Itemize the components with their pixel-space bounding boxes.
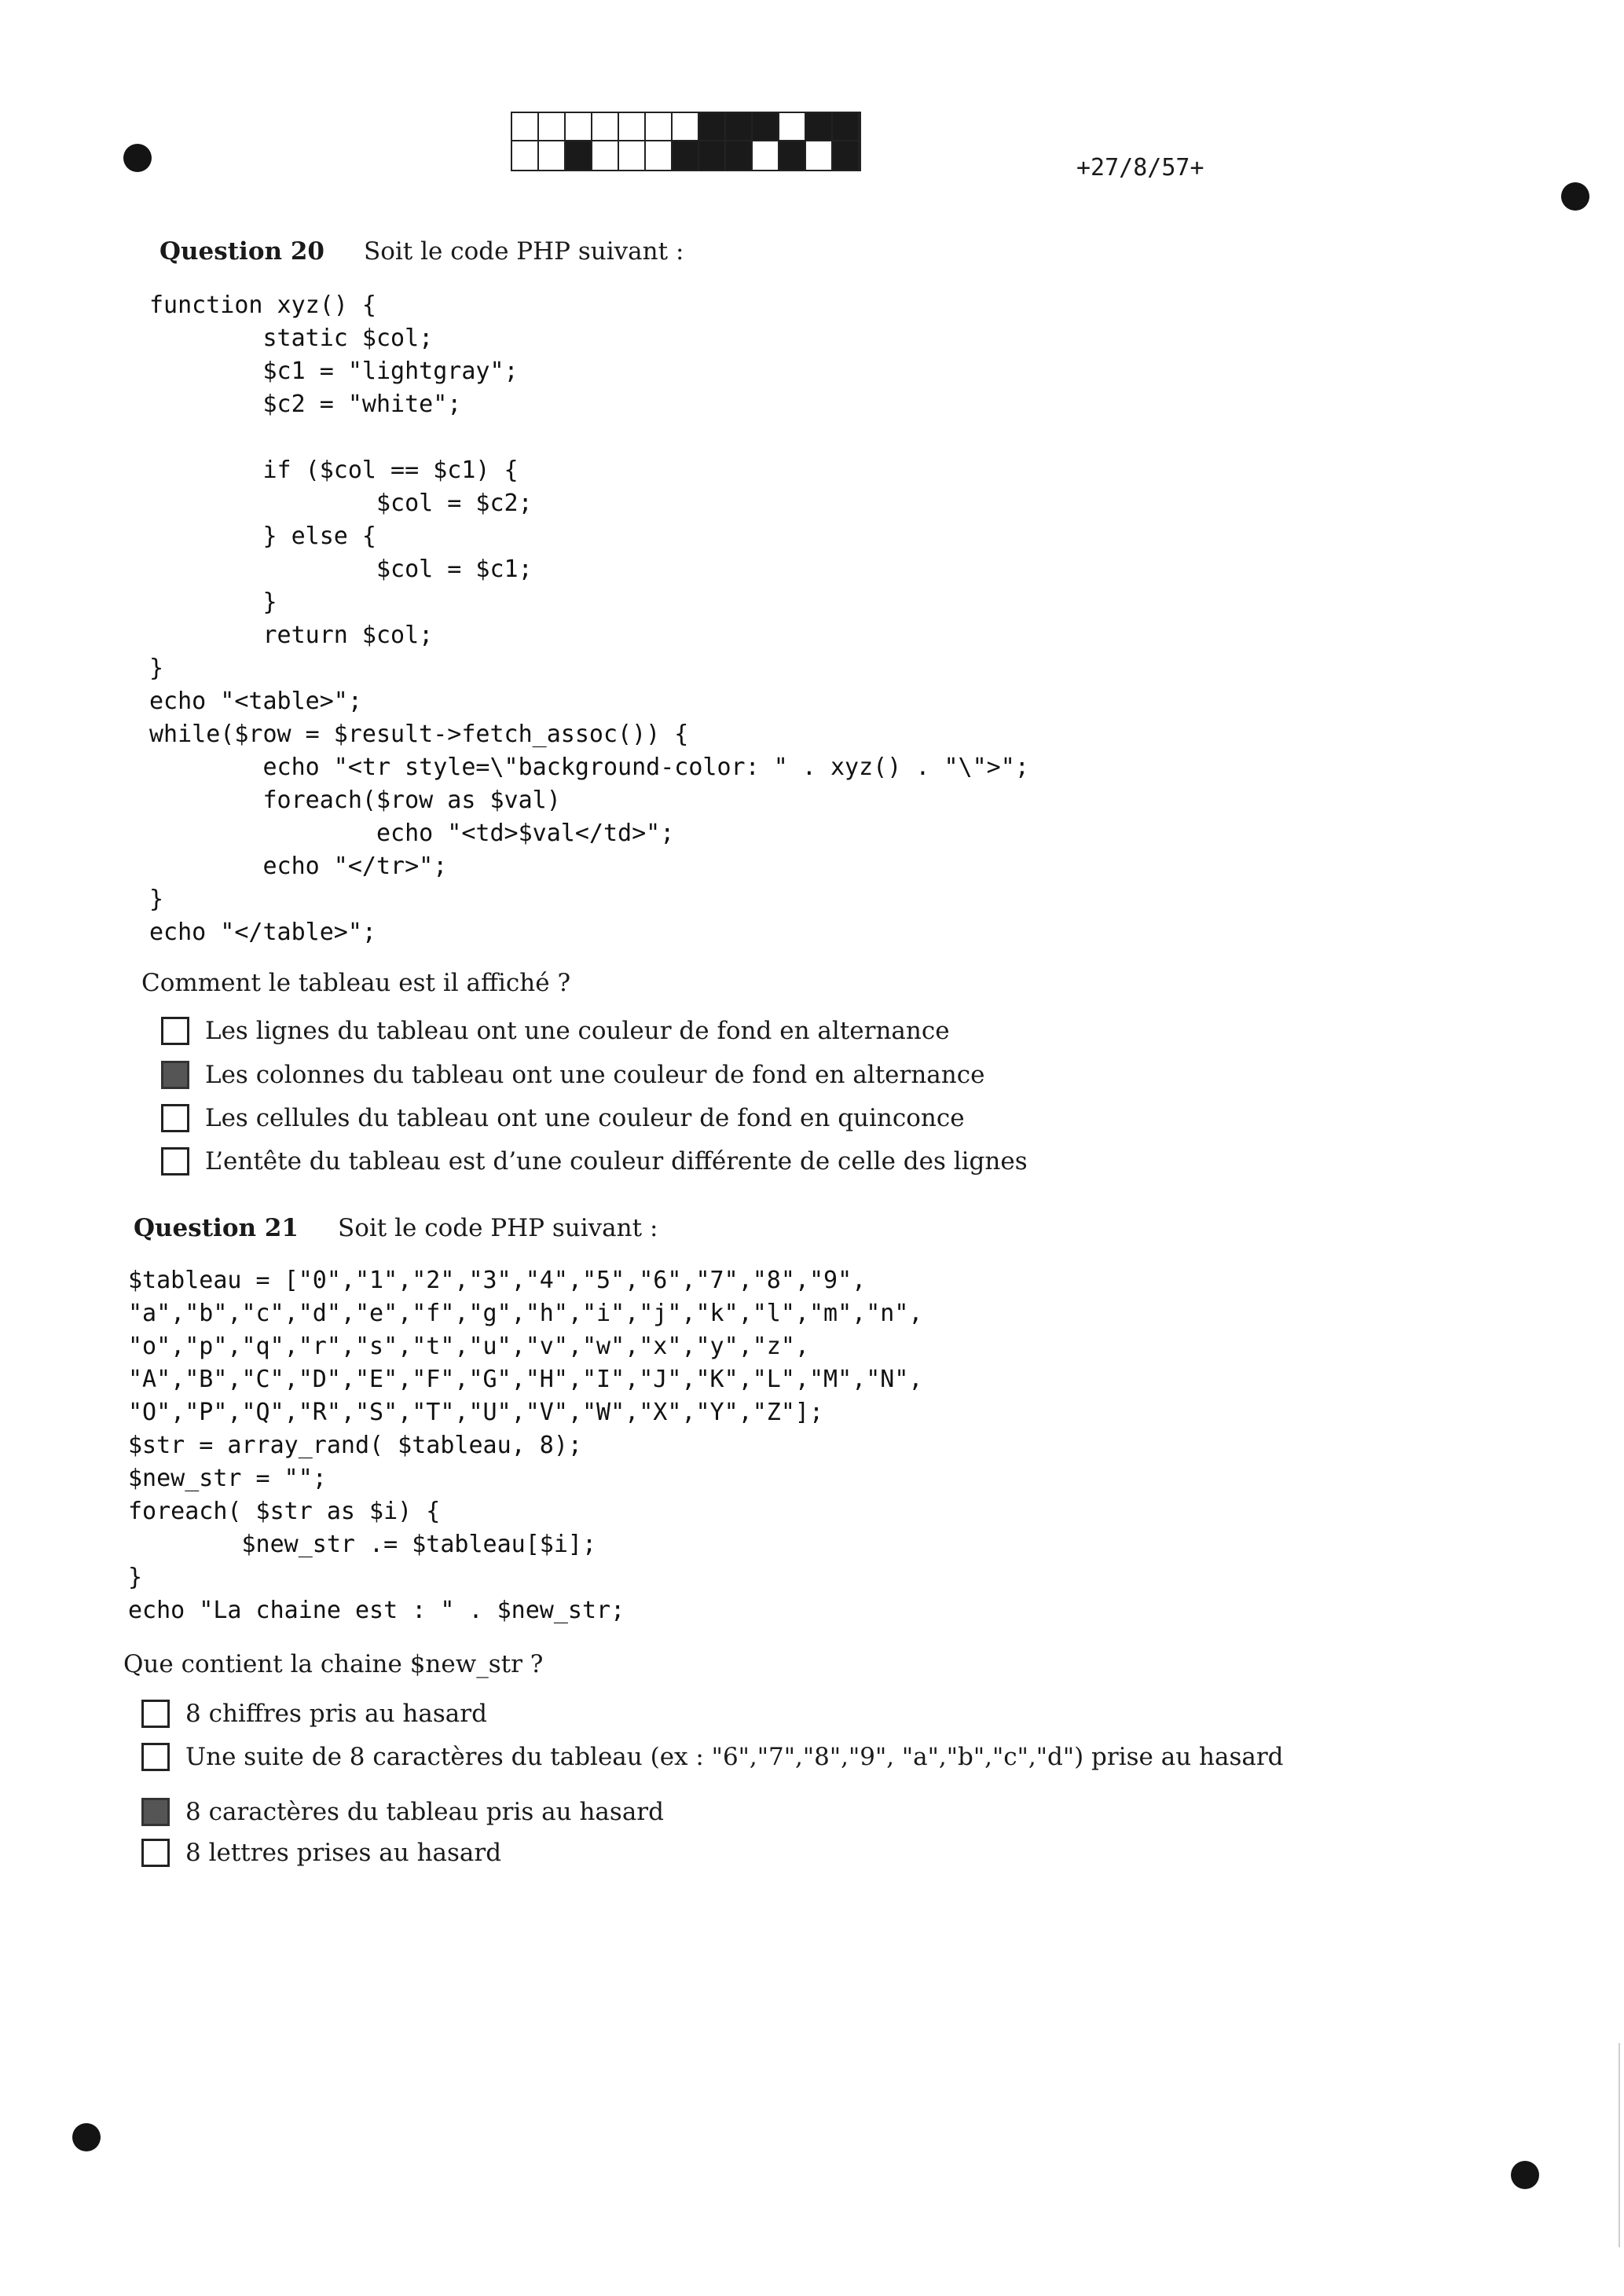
checkbox[interactable] (141, 1839, 170, 1867)
corner-mark-bottom-left (72, 2123, 101, 2151)
option-label: L’entête du tableau est d’une couleur différente de celle des lignes (205, 1147, 1028, 1176)
barcode-cell (753, 113, 779, 141)
barcode-cell (619, 141, 646, 170)
option-label: Les cellules du tableau ont une couleur de fond en quinconce (205, 1104, 965, 1132)
barcode-row-2 (511, 140, 861, 171)
question-20-header (159, 237, 684, 266)
barcode-cell (779, 113, 806, 141)
barcode-cell (753, 141, 779, 170)
barcode-cell (833, 141, 860, 170)
barcode-cell (566, 141, 592, 170)
question-intro: Soit le code PHP suivant : (363, 237, 684, 266)
barcode-cell (566, 113, 592, 141)
option-label: Une suite de 8 caractères du tableau (ex : "6","7","8","9", "a","b","c","d") prise au hasard (185, 1743, 1284, 1771)
barcode-cell (699, 141, 726, 170)
barcode-cell (726, 141, 753, 170)
barcode-cell (806, 141, 833, 170)
question-prompt-q21: Que contient la chaine $new_str ? (123, 1650, 544, 1678)
scan-edge-line (1619, 2043, 1620, 2247)
barcode-cell (539, 141, 566, 170)
barcode-cell (673, 141, 699, 170)
option-label: Les colonnes du tableau ont une couleur de fond en alternance (205, 1061, 985, 1089)
question-number: Question 20 (159, 237, 324, 266)
barcode-cell (512, 113, 539, 141)
corner-mark-top-left (123, 144, 152, 172)
corner-mark-top-right (1561, 182, 1589, 211)
option-q20-b[interactable] (161, 1061, 984, 1089)
option-q20-a[interactable] (161, 1017, 950, 1045)
checkbox[interactable] (161, 1017, 189, 1045)
barcode-cell (592, 113, 619, 141)
barcode-cell (646, 113, 673, 141)
option-q20-c[interactable] (161, 1104, 965, 1132)
option-label: Les lignes du tableau ont une couleur de fond en alternance (205, 1017, 950, 1045)
page-code: +27/8/57+ (1076, 154, 1204, 182)
barcode-cell (646, 141, 673, 170)
option-label: 8 chiffres pris au hasard (185, 1700, 487, 1728)
option-q21-d[interactable] (141, 1839, 501, 1867)
question-prompt-q20: Comment le tableau est il affiché ? (141, 969, 571, 997)
checkbox[interactable] (141, 1700, 170, 1728)
barcode-cell (726, 113, 753, 141)
question-number: Question 21 (134, 1214, 299, 1242)
barcode-cell (512, 141, 539, 170)
corner-mark-bottom-right (1511, 2161, 1539, 2189)
option-q21-c[interactable] (141, 1798, 664, 1826)
barcode-cell (619, 113, 646, 141)
checkbox[interactable] (141, 1743, 170, 1771)
barcode-cell (833, 113, 860, 141)
code-block-q21: $tableau = ["0","1","2","3","4","5","6","7","8","9", "a","b","c","d","e","f","g","h","i","j","k","l","m","n", "o","p","q","r","s","t","u","v","w","x","y","z", "A","B","C","D","E","F","G","H","I","J","K","L","M","N", "O","P","Q","R","S","T","U","V","W","X","Y","Z"]; $str = array_rand( $tableau, 8); $new_str = ""; foreach( $str as $i) { $new_str .= $tableau[$i]; } echo "La chaine est : " . $new_str; (128, 1267, 923, 1624)
barcode-cell (779, 141, 806, 170)
option-q21-b[interactable] (141, 1743, 1284, 1771)
checkbox-checked[interactable] (141, 1798, 170, 1826)
barcode-cell (673, 113, 699, 141)
barcode-cell (592, 141, 619, 170)
barcode-cell (699, 113, 726, 141)
barcode-row-1 (511, 112, 861, 143)
checkbox[interactable] (161, 1147, 189, 1176)
option-label: 8 caractères du tableau pris au hasard (185, 1798, 664, 1826)
question-intro: Soit le code PHP suivant : (337, 1214, 658, 1242)
option-q20-d[interactable] (161, 1147, 1028, 1176)
option-q21-a[interactable] (141, 1700, 487, 1728)
question-21-header (134, 1214, 658, 1242)
checkbox-checked[interactable] (161, 1061, 189, 1089)
barcode-cell (806, 113, 833, 141)
code-block-q20: function xyz() { static $col; $c1 = "lightgray"; $c2 = "white"; if ($col == $c1) { $col = $c2; } else { $col = $c1; } return $col; } echo "<table>"; while($row = $result->fetch_assoc()) { echo "<tr style=\"background-color: " . xyz() . "\">"; foreach($row as $val) echo "<td>$val</td>"; echo "</tr>"; } echo "</table>"; (149, 292, 1029, 946)
checkbox[interactable] (161, 1104, 189, 1132)
barcode-cell (539, 113, 566, 141)
option-label: 8 lettres prises au hasard (185, 1839, 502, 1867)
